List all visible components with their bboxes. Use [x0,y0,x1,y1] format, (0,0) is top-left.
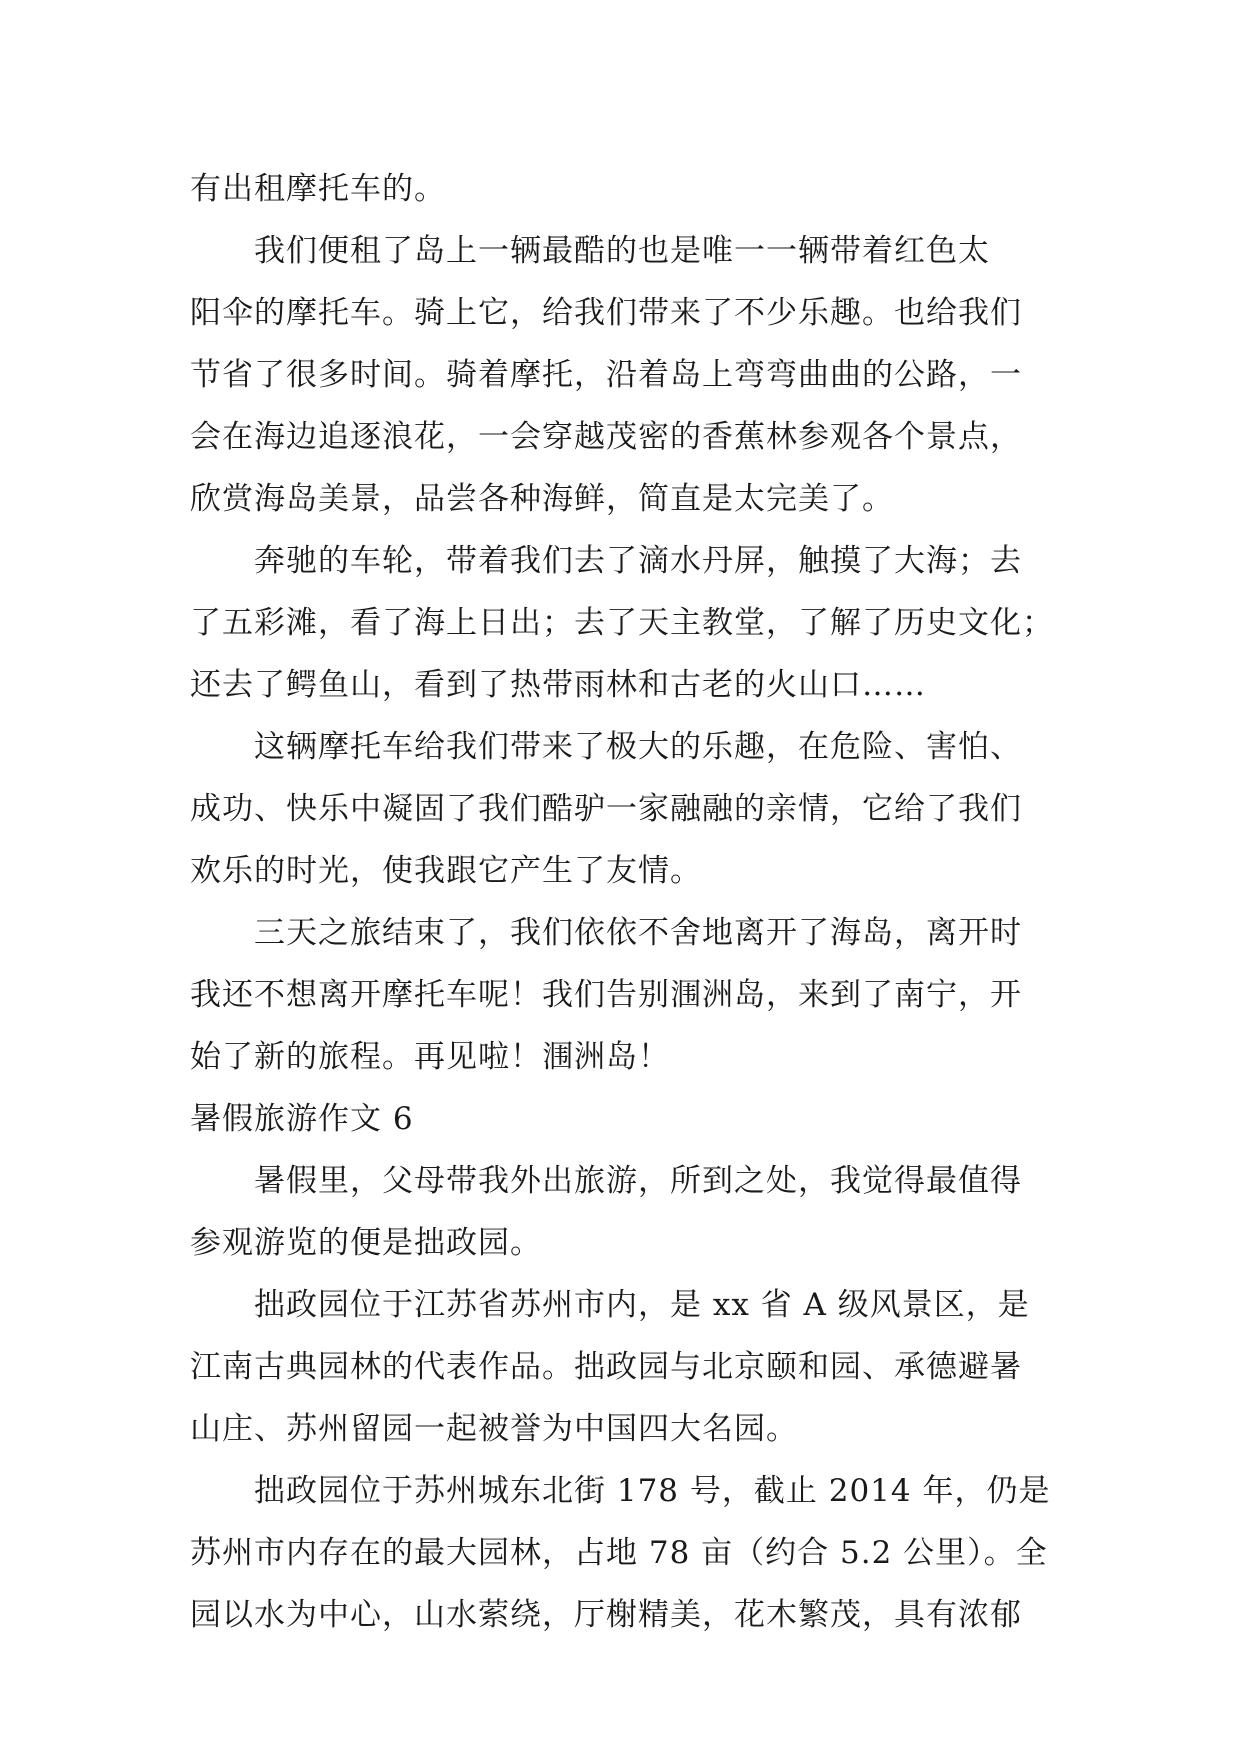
paragraph-first-line: 我们便租了岛上一辆最酷的也是唯一一辆带着红色太 [254,233,990,269]
text-line: 成功、快乐中凝固了我们酷驴一家融融的亲情，它给了我们 [190,791,1022,827]
paragraph-first-line: 拙政园位于江苏省苏州市内，是 xx 省 A 级风景区，是 [254,1287,1030,1323]
text-line: 阳伞的摩托车。骑上它，给我们带来了不少乐趣。也给我们 [190,295,1022,331]
text-line: 暑假旅游作文 6 [190,1101,414,1137]
text-line: 欢乐的时光，使我跟它产生了友情。 [190,853,702,889]
text-line: 始了新的旅程。再见啦！涠洲岛！ [190,1039,670,1075]
text-line: 江南古典园林的代表作品。拙政园与北京颐和园、承德避暑 [190,1349,1022,1385]
text-line: 我还不想离开摩托车呢！我们告别涠洲岛，来到了南宁，开 [190,977,1022,1013]
document-body [190,158,1070,1646]
text-line: 参观游览的便是拙政园。 [190,1225,542,1261]
text-line: 会在海边追逐浪花，一会穿越茂密的香蕉林参观各个景点， [190,419,1022,455]
paragraph-first-line: 这辆摩托车给我们带来了极大的乐趣，在危险、害怕、 [254,729,1022,765]
text-line: 苏州市内存在的最大园林，占地 78 亩（约合 5.2 公里）。全 [190,1535,1048,1571]
text-line: 还去了鳄鱼山，看到了热带雨林和古老的火山口…… [190,667,926,703]
text-line: 节省了很多时间。骑着摩托，沿着岛上弯弯曲曲的公路，一 [190,357,1022,393]
text-line: 有出租摩托车的。 [190,171,446,207]
text-line: 山庄、苏州留园一起被誉为中国四大名园。 [190,1411,798,1447]
paragraph-first-line: 奔驰的车轮，带着我们去了滴水丹屏，触摸了大海；去 [254,543,1022,579]
paragraph-first-line: 三天之旅结束了，我们依依不舍地离开了海岛，离开时 [254,915,1022,951]
paragraph-first-line: 暑假里，父母带我外出旅游，所到之处，我觉得最值得 [254,1163,1022,1199]
paragraph-first-line: 拙政园位于苏州城东北街 178 号，截止 2014 年，仍是 [254,1473,1051,1509]
text-line: 园以水为中心，山水萦绕，厅榭精美，花木繁茂，具有浓郁 [190,1597,1022,1633]
text-line: 欣赏海岛美景，品尝各种海鲜，简直是太完美了。 [190,481,894,517]
text-line: 了五彩滩，看了海上日出；去了天主教堂，了解了历史文化； [190,605,1054,641]
